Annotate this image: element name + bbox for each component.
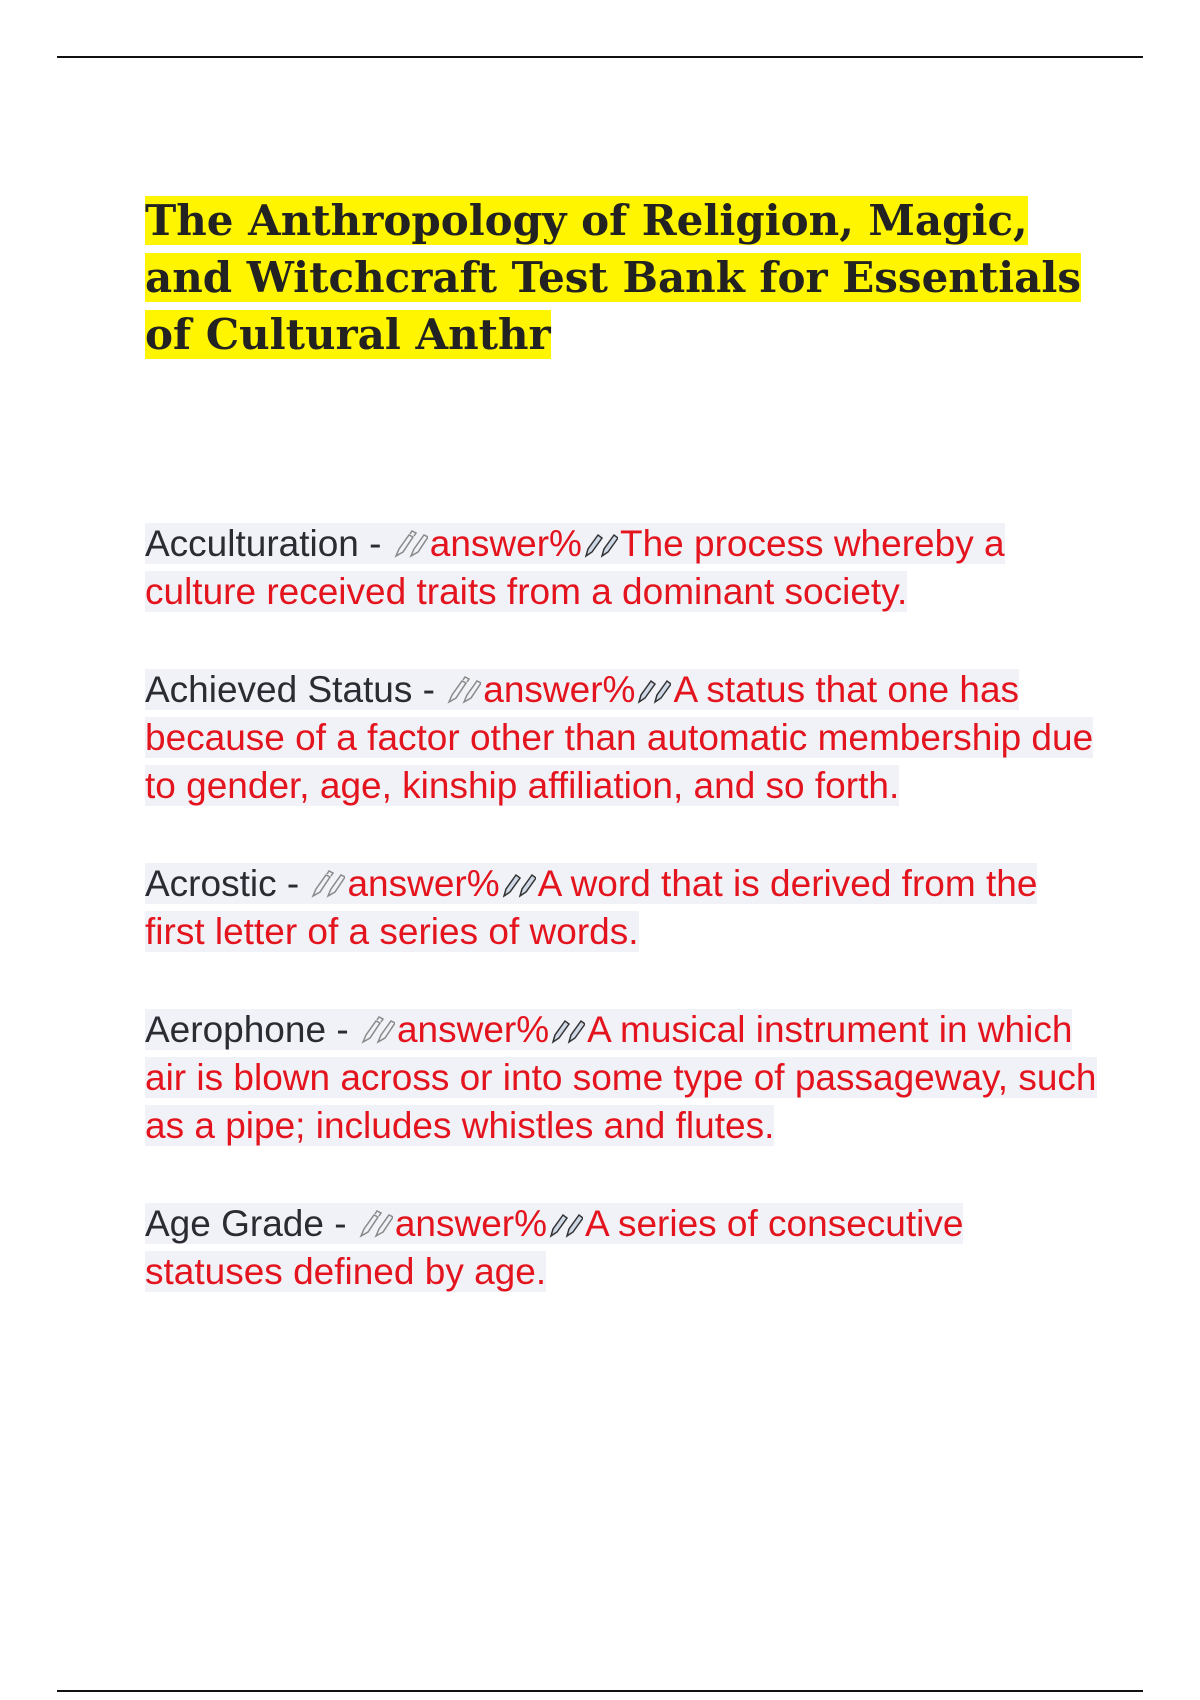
answer-marker: answer%: [347, 863, 500, 904]
flashcard-answer: A series of consecutive statuses defined by age.: [145, 1203, 964, 1292]
document-title: [145, 192, 1105, 363]
document-title-text: The Anthropology of Religion, Magic, and Witchcraft Test Bank for Essentials of Cultural Anthr: [145, 196, 1081, 359]
pencil-filled-icon: [551, 1016, 585, 1046]
pencil-outline-icon: [447, 676, 481, 706]
flashcard-answer: A word that is derived from the first letter of a series of words.: [145, 863, 1038, 952]
term-separator: -: [326, 1009, 359, 1050]
flashcard-term: Acrostic: [145, 863, 277, 904]
flashcard-highlight: [145, 863, 1037, 952]
term-separator: -: [412, 669, 446, 710]
flashcard-answer: A musical instrument in which air is blown across or into some type of passageway, such as a pipe; includes whistles and flutes.: [145, 1009, 1097, 1146]
pencil-outline-icon: [359, 1210, 393, 1240]
flashcard-highlight: [145, 1203, 963, 1292]
bottom-rule: [57, 1690, 1143, 1692]
flashcard-highlight: [145, 523, 1005, 612]
flashcard-term: Achieved Status: [145, 669, 413, 710]
flashcard-highlight: [145, 1009, 1097, 1146]
flashcard-entry: [145, 666, 1105, 810]
flashcard-answer: The process whereby a culture received traits from a dominant society.: [145, 523, 1005, 612]
answer-marker: answer%: [429, 523, 582, 564]
answer-marker: answer%: [483, 669, 636, 710]
pencil-filled-icon: [584, 530, 618, 560]
pencil-filled-icon: [502, 870, 536, 900]
term-separator: -: [276, 863, 310, 904]
flashcard-term: Acculturation: [145, 523, 359, 564]
pencil-filled-icon: [637, 676, 671, 706]
pencil-outline-icon: [311, 870, 345, 900]
pencil-filled-icon: [549, 1210, 583, 1240]
flashcard-entry: [145, 1006, 1105, 1150]
flashcard-term: Aerophone: [145, 1009, 327, 1050]
answer-marker: answer%: [396, 1009, 550, 1050]
flashcard-highlight: [145, 669, 1093, 806]
flashcard-answer: A status that one has because of a factor other than automatic membership due to gender, age, kinship affiliation, and so forth.: [145, 669, 1094, 806]
flashcard-term: Age Grade: [145, 1203, 324, 1244]
flashcard-entry: [145, 520, 1105, 616]
flashcard-list: [145, 520, 1105, 1346]
flashcard-entry: [145, 860, 1105, 956]
top-rule: [57, 56, 1143, 58]
pencil-outline-icon: [394, 530, 428, 560]
pencil-outline-icon: [361, 1016, 395, 1046]
flashcard-entry: [145, 1200, 1105, 1296]
term-separator: -: [323, 1203, 357, 1244]
answer-marker: answer%: [394, 1203, 548, 1244]
term-separator: -: [358, 523, 392, 564]
